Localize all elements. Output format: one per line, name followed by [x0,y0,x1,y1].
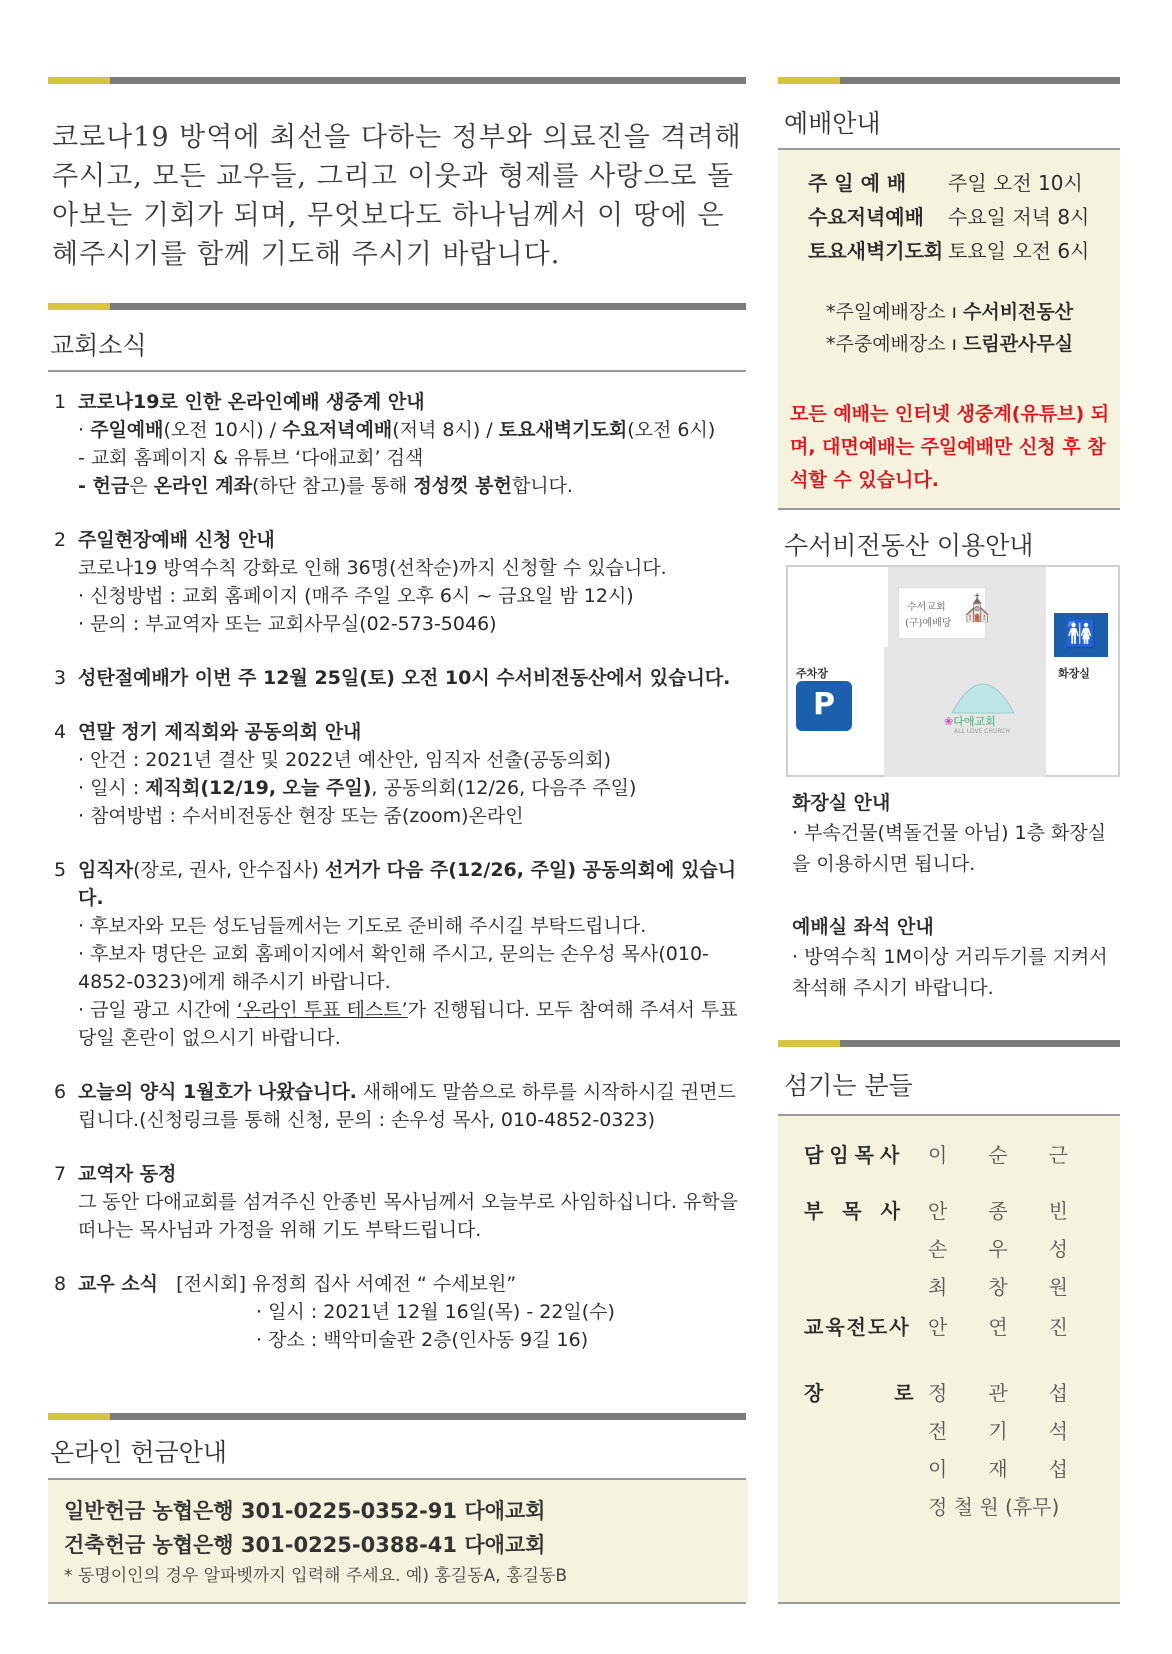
item-title: 코로나19로 인한 온라인예배 생중계 안내 [78,391,425,413]
old-chapel: 수서교회 (구)예배당 ⛪ [898,587,986,639]
news-underline [48,370,746,372]
daae-building-icon [948,665,1018,715]
offering-account-building: 건축헌금 농협은행 301-0225-0388-41 다애교회 [64,1533,546,1557]
item-line: · 안건 : 2021년 결산 및 2022년 예산안, 임직자 선출(공동의회) [78,749,612,771]
news-list [54,388,754,1380]
server-row: 담임목사 이 순 근 [804,1143,1068,1167]
item-line: · 참여방법 : 수서비전동산 현장 또는 줌(zoom)온라인 [78,805,524,827]
item-line: · 후보자 명단은 교회 홈페이지에서 확인해 주시고, 문의는 손우성 목사(010-4852-0323)에게 해주시기 바랍니다. [78,943,709,993]
list-item [54,718,754,830]
item-line: · 일시 : 제직회(12/19, 오늘 주일), 공동의회(12/26, 다음주 주일) [78,777,637,799]
offering-account-general: 일반헌금 농협은행 301-0225-0352-91 다애교회 [64,1499,546,1523]
item-number: 8 [54,1273,67,1295]
church-icon: ⛪ [961,594,994,624]
map-title: 수서비전동산 이용안내 [784,531,1034,560]
item-title: 연말 정기 제직회와 공동의회 안내 [78,721,362,743]
item-line: 코로나19 방역수칙 강화로 인해 36명(선착순)까지 신청할 수 있습니다. [78,557,667,579]
worship-box [778,150,1120,508]
server-row: 장 로 정 관 섭 전 기 석 이 재 섭 정 철 원 (휴무) [804,1381,1068,1519]
servers-box [778,1116,1120,1602]
top-divider-left [48,77,746,84]
parking-icon: P [796,681,852,731]
news-title: 교회소식 [50,331,147,360]
worship-row: 주 일 예 배 주일 오전 10시 [808,171,1083,195]
servers-bottom-line [778,1602,1120,1604]
list-item [54,856,754,1052]
servers-divider [778,1040,1120,1047]
offering-title: 온라인 헌금안내 [50,1438,227,1467]
toilet-text: · 부속건물(벽돌건물 아님) 1층 화장실을 이용하시면 됩니다. [792,822,1107,875]
item-title: 성탄절예배가 이번 주 12월 25일(토) 오전 10시 수서비전동산에서 있습니다. [78,667,731,689]
livestream-notice: 모든 예배는 인터넷 생중계(유튜브) 되며, 대면예배는 주일예배만 신청 후 참석할 수 있습니다. [790,403,1110,491]
item-number: 3 [54,667,67,689]
list-item [54,526,754,638]
item-title: 임직자(장로, 권사, 안수집사) 선거가 다음 주(12/26, 주일) 공동의회에 있습니다. [78,859,737,909]
restroom-icon: 🚻 [1054,613,1108,657]
server-row: 교육전도사 안 연 진 [804,1315,1068,1339]
worship-bottom-line [778,508,1120,510]
top-divider-right [778,77,1120,84]
offering-divider [48,1413,746,1420]
item-line: · 장소 : 백악미술관 2층(인사동 9길 16) [256,1329,589,1351]
intro-prayer: 코로나19 방역에 최선을 다하는 정부와 의료진을 격려해 주시고, 모든 교우들, 그리고 이웃과 형제를 사랑으로 돌아보는 기회가 되며, 무엇보다도 하나님께서 이 땅에 은혜주시기를 함께 기도해 주시기 바랍니다. [52,122,742,270]
server-row: 부 목 사 안 종 빈 손 우 성 최 창 원 [804,1199,1068,1299]
seat-text: · 방역수칙 1M이상 거리두기를 지켜서 착석해 주시기 바랍니다. [792,946,1108,999]
item-title: 주일현장예배 신청 안내 [78,529,275,551]
weekday-place: *주중예배장소 ı 드림관사무실 [826,333,1074,355]
worship-row: 수요저녁예배 수요일 저녁 8시 [808,205,1090,229]
restroom-label: 화장실 [1058,667,1090,680]
list-item [54,388,754,500]
tree-icon: ❀ [944,715,954,728]
list-item [54,664,754,692]
offering-box [48,1480,748,1602]
parking-label: 주차장 [796,667,828,680]
item-number: 4 [54,721,67,743]
sunday-place: *주일예배장소 ı 수서비전동산 [826,301,1074,323]
item-line: - 교회 홈페이지 & 유튜브 ‘다애교회’ 검색 [78,447,424,469]
list-item [54,1270,754,1354]
item-title: 오늘의 양식 1월호가 나왔습니다. 새해에도 말씀으로 하루를 시작하시길 권면드립니다.(신청링크를 통해 신청, 문의 : 손우성 목사, 010-4852-0323) [78,1081,736,1131]
item-line: 그 동안 다애교회를 섬겨주신 안종빈 목사님께서 오늘부로 사임하십니다. 유학을 떠나는 목사님과 가정을 위해 기도 부탁드립니다. [78,1191,739,1241]
daae-logo-sub: ALL LOVE CHURCH [954,728,1010,735]
offering-note: * 동명이인의 경우 알파벳까지 입력해 주세요. 예) 홍길동A, 홍길동B [64,1566,568,1586]
worship-row: 토요새벽기도회 토요일 오전 6시 [808,239,1090,263]
toilet-title: 화장실 안내 [792,792,891,814]
item-line: · 후보자와 모든 성도님들께서는 기도로 준비해 주시길 부탁드립니다. [78,915,647,937]
item-title: 교역자 동정 [78,1163,177,1185]
campus-map [786,565,1120,777]
offering-bottom-line [48,1602,746,1604]
list-item [54,1078,754,1134]
list-item [54,1160,754,1244]
worship-title: 예배안내 [784,109,881,138]
item-number: 2 [54,529,67,551]
servers-title: 섬기는 분들 [784,1071,913,1100]
item-number: 1 [54,391,67,413]
item-line: · 신청방법 : 교회 홈페이지 (매주 주일 오후 6시 ~ 금요일 밤 12시) [78,585,634,607]
item-number: 6 [54,1081,67,1103]
item-line: - 헌금은 온라인 계좌(하단 참고)를 통해 정성껏 봉헌합니다. [78,475,573,497]
item-line: · 문의 : 부교역자 또는 교회사무실(02-573-5046) [78,613,497,635]
news-divider [48,303,746,310]
item-line: · 일시 : 2021년 12월 16일(목) - 22일(수) [256,1301,615,1323]
item-line: · 주일예배(오전 10시) / 수요저녁예배(저녁 8시) / 토요새벽기도회(오전 6시) [78,419,716,441]
seat-title: 예배실 좌석 안내 [792,916,934,938]
item-line: · 금일 광고 시간에 ‘온라인 투표 테스트’가 진행됩니다. 모두 참여해 주셔서 투표 당일 혼란이 없으시기 바랍니다. [78,999,738,1049]
item-title: 교우 소식 [전시회] 유정희 집사 서예전 “ 수세보원” [78,1273,517,1295]
item-number: 5 [54,859,67,881]
item-number: 7 [54,1163,67,1185]
daae-logo: ❀다애교회 [944,715,996,728]
